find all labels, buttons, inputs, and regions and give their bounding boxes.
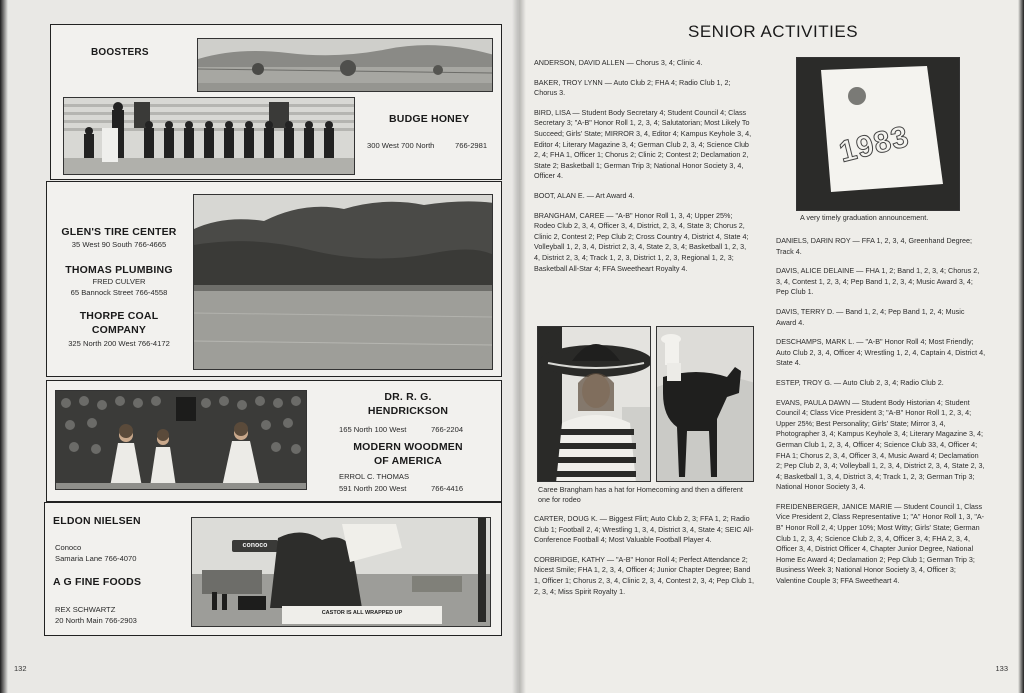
activity-entry: CORBRIDGE, KATHY — "A-B" Honor Roll 4; Perfect Attendance 2; Nicest Smile; FHA 1, 2, 3, 4, Officer 4; Junior Chapter Degree; Band 1, Officer 1; Chorus 2, 3, 4, Clinic 2, 3, 4, Contest 2, 3, 4; Pep Club 1, 2, 3, 4; Miss Spirit Royalty 1. (534, 554, 754, 596)
eldon-nielsen-name: ELDON NIELSEN (53, 515, 141, 527)
hendrickson-phone: 766-2204 (431, 425, 464, 434)
activity-entry: DESCHAMPS, MARK L. — "A-B" Honor Roll 4; Most Friendly; Auto Club 2, 3, 4, Officer 4; Wrestling 1, 2, 4, Captain 4, District 4, State 4. (776, 337, 986, 368)
lake-photo (193, 194, 493, 370)
homecoming-hat-photo (537, 326, 651, 482)
activity-entry: DANIELS, DARIN ROY — FFA 1, 2, 3, 4, Greenhand Degree; Track 4. (776, 236, 973, 256)
boosters-title: BOOSTERS (91, 47, 149, 58)
activity-entry: BOOT, ALAN E. — Art Award 4. (534, 190, 635, 200)
landscape-photo-image (198, 39, 493, 92)
parade-float-photo (191, 517, 491, 627)
thomas-plumbing-name: THOMAS PLUMBING (65, 264, 173, 276)
ag-fine-foods-name: A G FINE FOODS (53, 576, 142, 588)
activity-entry: BAKER, TROY LYNN — Auto Club 2; FHA 4; Radio Club 1, 2; Chorus 3. (534, 77, 731, 98)
woodmen-address: 591 North 200 West (339, 484, 407, 493)
rodeo-horse-photo (656, 326, 754, 482)
budge-honey-name: BUDGE HONEY (389, 113, 470, 125)
float-banner: CASTOR IS ALL WRAPPED UP (321, 610, 403, 616)
cheerleaders-photo-image (56, 391, 307, 490)
activity-entry: BRANGHAM, CAREE — "A-B" Honor Roll 1, 3, 4; Upper 25%; Rodeo Club 2, 3, 4, Officer 3, 4, District, 2, 3, 4, State 3; Chorus 2, Clinic 2, Contest 2; Pep Club 2; Cross Country 4, District 4, State 4; Volleyball 1, 2, 3, 4, District 2, 3, 4, State 2, 3, 4; Basketball 1, 2, 3, 4, District 2, 3, 4; Track 1, 2, 3, District 1, 2, 3, Regional 1, 2, 3; Basketball All-Star 4; FFA Sweetheart Royalty 4. (534, 210, 749, 273)
budge-honey-address: 300 West 700 North (367, 141, 435, 150)
ag-fine-foods-contact: REX SCHWARTZ (55, 605, 116, 614)
lake-photo-image (194, 195, 493, 370)
ceremony-photo-image (64, 98, 355, 175)
ceremony-photo (63, 97, 355, 175)
activity-entry: BIRD, LISA — Student Body Secretary 4; Student Council 4; Class Secretary 3; "A-B" Honor Roll 1, 2, 3, 4; Salutatorian; Most Likely To Succeed; Girls' State; MIRROR 3, 4, Editor 4; Kampus Keyhole 3, 4, Editor 4; Literary Magazine 3, 4; German Club 2, 3, 4; Science Club 2, 4; FHA 1, Officer 1; Chorus 2; Clinic 2; Contest 2; Declamation 2, State 2; Basketball 1; German Trip 3; National Honor Society 3, 4, Officer 4. (534, 107, 752, 181)
glens-tire-address: 35 West 90 South 766-4665 (71, 240, 167, 249)
thorpe-coal-name-1: THORPE COAL (79, 310, 159, 322)
thorpe-coal-address: 325 North 200 West 766-4172 (68, 339, 170, 348)
eldon-nielsen-address: Samaria Lane 766-4070 (55, 554, 137, 563)
activities-column-right (776, 236, 986, 596)
hat-caption: Caree Brangham has a hat for Homecoming and then a different one for rodeo (538, 485, 743, 504)
rodeo-horse-photo-image (657, 327, 754, 482)
thorpe-coal-name-2: COMPANY (91, 324, 147, 336)
ag-fine-foods-address: 20 North Main 766-2903 (55, 616, 137, 625)
thomas-plumbing-contact: FRED CULVER (92, 277, 146, 286)
page-number-right: 133 (995, 664, 1008, 673)
landscape-photo (197, 38, 493, 92)
woodmen-name-2: OF AMERICA (373, 455, 443, 467)
budge-honey-phone: 766-2981 (455, 141, 488, 150)
activities-column-left-bottom (534, 514, 756, 606)
ad-box-hendrickson-woodmen (46, 380, 502, 502)
hendrickson-address: 165 North 100 West (339, 425, 407, 434)
woodmen-contact: ERROL C. THOMAS (339, 472, 410, 481)
ad-box-glens-thomas-thorpe (46, 181, 502, 377)
conoco-sign: conoco (242, 542, 268, 549)
book-gutter (512, 0, 526, 693)
hendrickson-name-2: HENDRICKSON (367, 405, 449, 417)
activity-entry: EVANS, PAULA DAWN — Student Body Historian 4; Student Council 4; Class Vice President 3; "A-B" Honor Roll 1, 2, 3, 4; Upper 25%; Best Personality; Girls' State; Mirror 3, 4, Photographer 3, 4; Kampus Keyhole 3, 4; Literary Magazine 3, 4; German Club 1, 2, 3, 4, Officer 4; Science Club 33, 4, Officer 4; FHA 1; Chorus 2, 3, 4, Officer 3, 4, Music Award 4; Declamation 2; Pep Club 2, 3, 4; Volleyball 1, 2, 3, 4, District 2, 3, 4, State 2, 3, 4; Basketball 1, 3, 4, District 3, 4; Track 1, 2, 3; German Trip 3; National Honor Society 3, 4. (776, 397, 985, 492)
activities-column-left-top (534, 58, 754, 283)
ad-box-boosters (50, 24, 502, 180)
woodmen-name-1: MODERN WOODMEN (353, 441, 463, 453)
woodmen-phone: 766-4416 (431, 484, 464, 493)
activity-entry: CARTER, DOUG K. — Biggest Flirt; Auto Club 2, 3; FFA 1, 2; Radio Club 1; Football 2, 4; Wrestling 1, 3, 4, District 3, 4, State 4; SEIC All-Conference Football 4; Most Valuable Football Player 4. (534, 514, 754, 545)
thomas-plumbing-address: 65 Bannock Street 766-4558 (70, 288, 168, 297)
eldon-nielsen-company: Conoco (55, 543, 82, 552)
page-title: SENIOR ACTIVITIES (688, 22, 859, 41)
homecoming-hat-photo-image (538, 327, 651, 482)
hendrickson-name-1: DR. R. G. (384, 391, 432, 403)
page-number-left: 132 (14, 664, 27, 673)
activity-entry: ESTEP, TROY G. — Auto Club 2, 3, 4; Radio Club 2. (776, 377, 944, 387)
glens-tire-name: GLEN'S TIRE CENTER (61, 226, 177, 238)
announcement-photo (796, 57, 960, 211)
page-edge-left (0, 0, 8, 693)
announcement-caption: A very timely graduation announcement. (800, 213, 929, 222)
activity-entry: FREIDENBERGER, JANICE MARIE — Student Council 1, Class Vice President 2, Class Representative 1; "A" Honor Roll 1, 3, "A-B" Honor Roll 2, 4; Upper 10%; Most Witty; Girls' State; German Club 1, 2, 3, 4; Science Club 2, 3, 4, Officer 3, 4; FHA 2, 3, 4, Officer 3, 4, District Officer 4, Chapter Junior Degree, National Home Ec Award 4; Declamation 2; Pep Club 1; German Trip 3; Business Week 3; National Honor Society 3, 4, Officer 3; Valentine Couple 3; FFA Sweetheart 4. (776, 501, 985, 586)
ad-box-eldon-agfoods (44, 502, 502, 636)
activity-entry: ANDERSON, DAVID ALLEN — Chorus 3, 4; Clinic 4. (534, 58, 703, 67)
announcement-year: 1983 (835, 119, 913, 170)
cheerleaders-photo (55, 390, 307, 490)
activity-entry: DAVIS, ALICE DELAINE — FHA 1, 2; Band 1, 2, 3, 4; Chorus 2, 3, 4, Contest 1, 2, 3, 4; Pep Band 1, 2, 3, 4; Music Award 3, 4; Pep Club 1. (776, 266, 980, 297)
page-edge-right (1018, 0, 1024, 693)
activity-entry: DAVIS, TERRY D. — Band 1, 2, 4; Pep Band 1, 2, 4; Music Award 4. (776, 306, 965, 327)
